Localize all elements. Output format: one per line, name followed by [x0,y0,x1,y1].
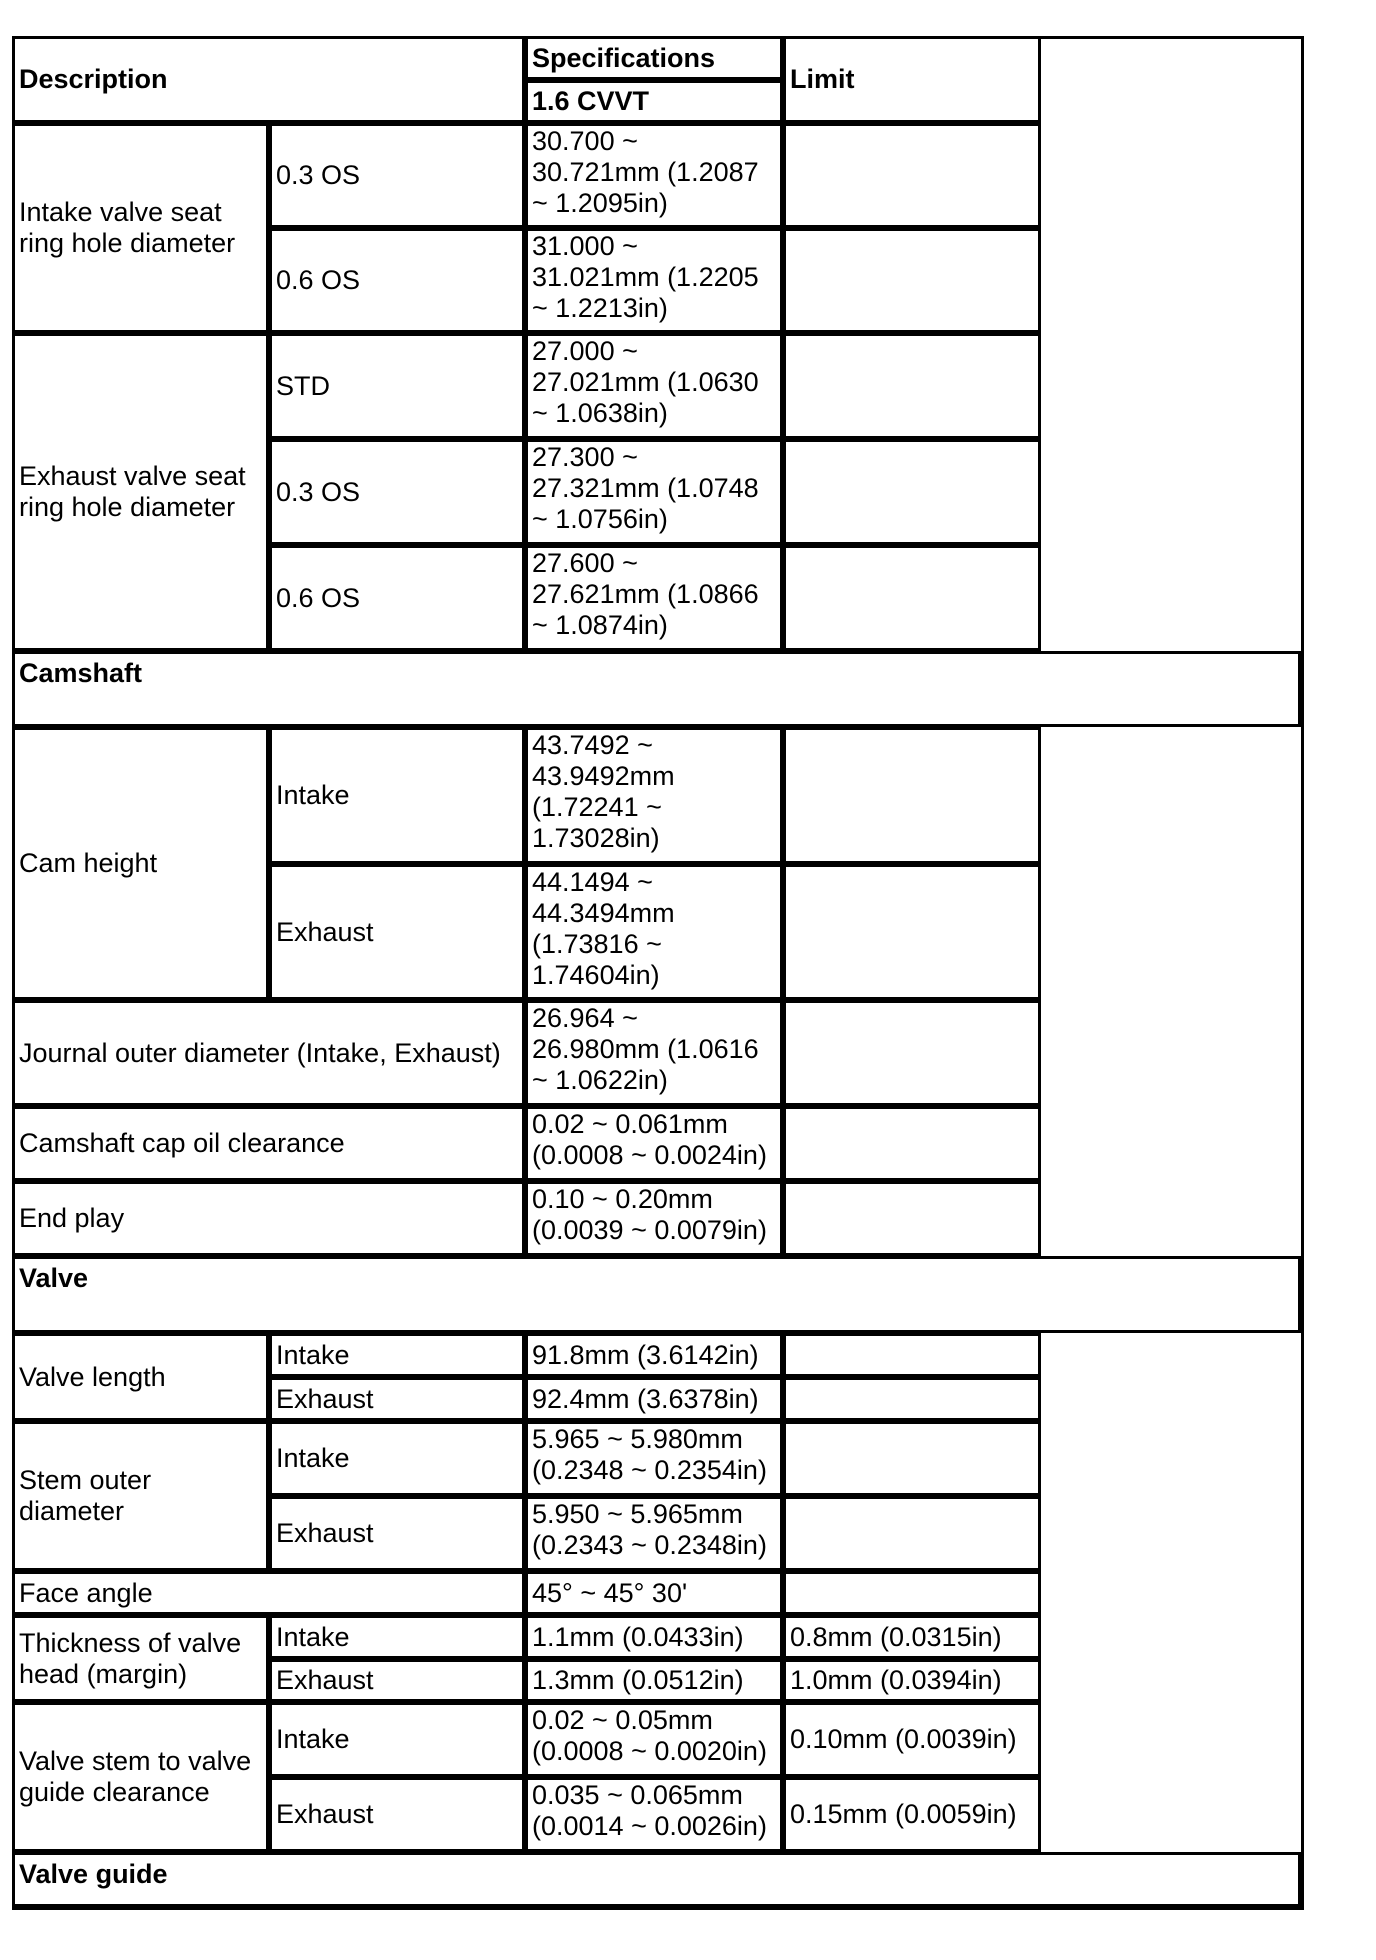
end-play-limit [783,1181,1041,1256]
exhaust-seat-size: 0.6 OS [269,545,525,651]
intake-seat-limit [783,123,1041,228]
header-specifications: Specifications [525,36,783,80]
exhaust-seat-size: 0.3 OS [269,439,525,545]
stem-od-sub: Intake [269,1421,525,1496]
stem-od-label: Stem outer diameter [12,1421,269,1571]
face-angle-limit [783,1571,1041,1615]
valve-length-limit [783,1377,1041,1421]
valve-length-label: Valve length [12,1333,269,1421]
head-thickness-spec: 1.3mm (0.0512in) [525,1659,783,1702]
stem-guide-sub: Intake [269,1702,525,1777]
intake-seat-label: Intake valve seat ring hole diameter [12,123,269,333]
cam-height-sub: Exhaust [269,864,525,1000]
exhaust-seat-spec: 27.000 ~ 27.021mm (1.0630 ~ 1.0638in) [525,333,783,439]
journal-spec: 26.964 ~ 26.980mm (1.0616 ~ 1.0622in) [525,1000,783,1106]
stem-guide-spec: 0.035 ~ 0.065mm (0.0014 ~ 0.0026in) [525,1777,783,1852]
stem-guide-sub: Exhaust [269,1777,525,1852]
cap-clearance-label: Camshaft cap oil clearance [12,1106,525,1181]
exhaust-seat-spec: 27.600 ~ 27.621mm (1.0866 ~ 1.0874in) [525,545,783,651]
head-thickness-limit: 0.8mm (0.0315in) [783,1615,1041,1659]
valve-length-sub: Exhaust [269,1377,525,1421]
cap-clearance-limit [783,1106,1041,1181]
stem-guide-spec: 0.02 ~ 0.05mm (0.0008 ~ 0.0020in) [525,1702,783,1777]
stem-od-sub: Exhaust [269,1496,525,1571]
cam-height-limit [783,727,1041,864]
stem-guide-limit: 0.15mm (0.0059in) [783,1777,1041,1852]
intake-seat-limit [783,228,1041,333]
stem-od-spec: 5.965 ~ 5.980mm (0.2348 ~ 0.2354in) [525,1421,783,1496]
head-thickness-limit: 1.0mm (0.0394in) [783,1659,1041,1702]
header-model: 1.6 CVVT [525,80,783,123]
stem-od-spec: 5.950 ~ 5.965mm (0.2343 ~ 0.2348in) [525,1496,783,1571]
end-play-label: End play [12,1181,525,1256]
header-description: Description [12,36,525,123]
header-limit: Limit [783,36,1041,123]
intake-seat-size: 0.3 OS [269,123,525,228]
journal-label: Journal outer diameter (Intake, Exhaust) [12,1000,525,1106]
end-play-spec: 0.10 ~ 0.20mm (0.0039 ~ 0.0079in) [525,1181,783,1256]
valve-length-spec: 91.8mm (3.6142in) [525,1333,783,1377]
head-thickness-sub: Intake [269,1615,525,1659]
cam-height-limit [783,864,1041,1000]
valve-length-sub: Intake [269,1333,525,1377]
head-thickness-spec: 1.1mm (0.0433in) [525,1615,783,1659]
exhaust-seat-label: Exhaust valve seat ring hole diameter [12,333,269,651]
face-angle-label: Face angle [12,1571,525,1615]
exhaust-seat-limit [783,439,1041,545]
exhaust-seat-limit [783,545,1041,651]
exhaust-seat-size: STD [269,333,525,439]
stem-od-limit [783,1496,1041,1571]
head-thickness-sub: Exhaust [269,1659,525,1702]
section-camshaft: Camshaft [12,651,1301,727]
head-thickness-label: Thickness of valve head (margin) [12,1615,269,1702]
cam-height-label: Cam height [12,727,269,1000]
section-valve-guide: Valve guide [12,1852,1301,1907]
intake-seat-size: 0.6 OS [269,228,525,333]
cap-clearance-spec: 0.02 ~ 0.061mm (0.0008 ~ 0.0024in) [525,1106,783,1181]
valve-length-spec: 92.4mm (3.6378in) [525,1377,783,1421]
intake-seat-spec: 31.000 ~ 31.021mm (1.2205 ~ 1.2213in) [525,228,783,333]
section-valve: Valve [12,1256,1301,1333]
intake-seat-spec: 30.700 ~ 30.721mm (1.2087 ~ 1.2095in) [525,123,783,228]
exhaust-seat-limit [783,333,1041,439]
cam-height-spec: 43.7492 ~ 43.9492mm (1.72241 ~ 1.73028in) [525,727,783,864]
face-angle-spec: 45° ~ 45° 30' [525,1571,783,1615]
cam-height-spec: 44.1494 ~ 44.3494mm (1.73816 ~ 1.74604in) [525,864,783,1000]
exhaust-seat-spec: 27.300 ~ 27.321mm (1.0748 ~ 1.0756in) [525,439,783,545]
journal-limit [783,1000,1041,1106]
stem-guide-label: Valve stem to valve guide clearance [12,1702,269,1852]
cam-height-sub: Intake [269,727,525,864]
stem-guide-limit: 0.10mm (0.0039in) [783,1702,1041,1777]
valve-length-limit [783,1333,1041,1377]
stem-od-limit [783,1421,1041,1496]
